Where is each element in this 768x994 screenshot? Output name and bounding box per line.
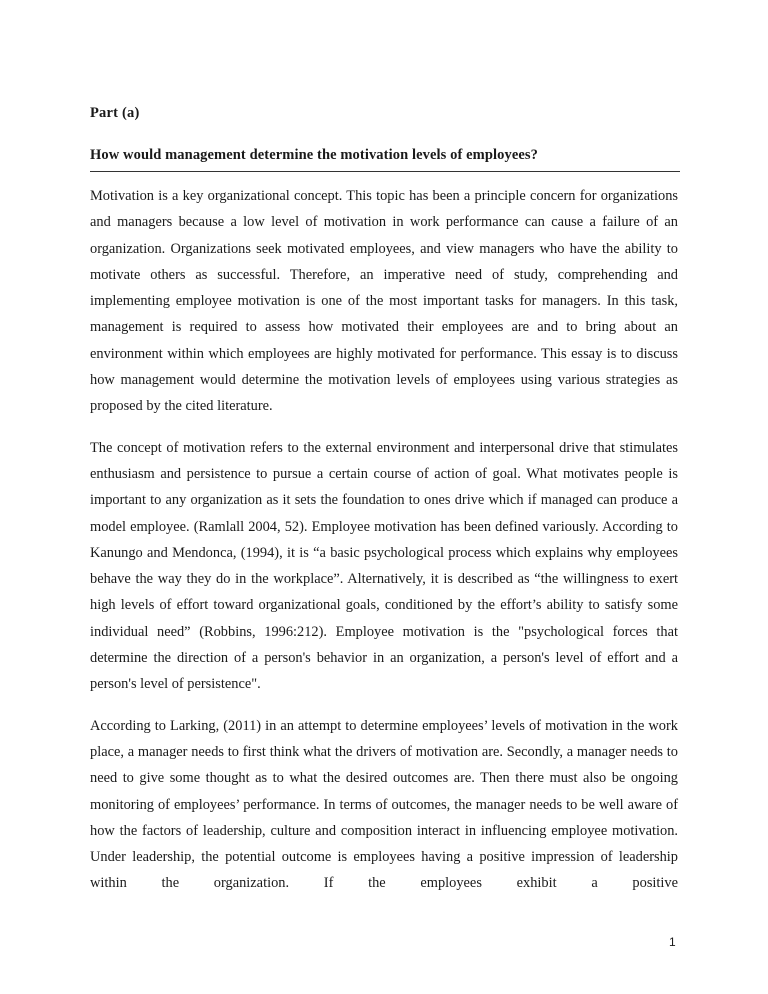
paragraph-larking: According to Larking, (2011) in an attempt to determine employees’ levels of motivation in the work place, a manager needs to first think what the drivers of motivation are. Secondly, a manager needs to need to give some thought as to what the desired outcomes are. Then there must also be ongoing monitoring of employees’ performance. In terms of outcomes, the manager needs to be well aware of how the factors of leadership, culture and composition interact in influencing employee motivation. Under leadership, the potential outcome is employees having a positive impression of leadership within the organization. If the employees exhibit a positive (90, 717, 678, 892)
heading-divider (90, 171, 680, 172)
part-label: Part (a) (90, 105, 140, 121)
paragraph-concept: The concept of motivation refers to the external environment and interpersonal drive that stimulates enthusiasm and persistence to pursue a certain course of action of goal. What motivates people is important to any organization as it sets the foundation to ones drive which if managed can produce a model employee. (Ramlall 2004, 52). Employee motivation has been defined variously. According to Kanungo and Mendonca, (1994), it is “a basic psychological process which explains why employees behave the way they do in the workplace”. Alternatively, it is described as “the willingness to exert high levels of effort toward organizational goals, conditioned by the effort’s ability to satisfy some individual need” (Robbins, 1996:212). Employee motivation is the "psychological forces that determine the direction of a person's behavior in an organization, a person's level of effort and a person's level of persistence". (90, 439, 678, 693)
paragraph-intro: Motivation is a key organizational concept. This topic has been a principle concern for organizations and managers because a low level of motivation in work performance can cause a failure of an organization. Organizations seek motivated employees, and view managers who have the ability to motivate others as successful. Therefore, an imperative need of study, comprehending and implementing employee motivation is one of the most important tasks for managers. In this task, management is required to assess how motivated their employees are and to bring about an environment within which employees are highly motivated for performance. This essay is to discuss how management would determine the motivation levels of employees using various strategies as proposed by the cited literature. (90, 188, 678, 415)
page-number: 1 (669, 935, 676, 949)
section-question: How would management determine the motivation levels of employees? (90, 147, 538, 163)
body-text (90, 183, 678, 912)
